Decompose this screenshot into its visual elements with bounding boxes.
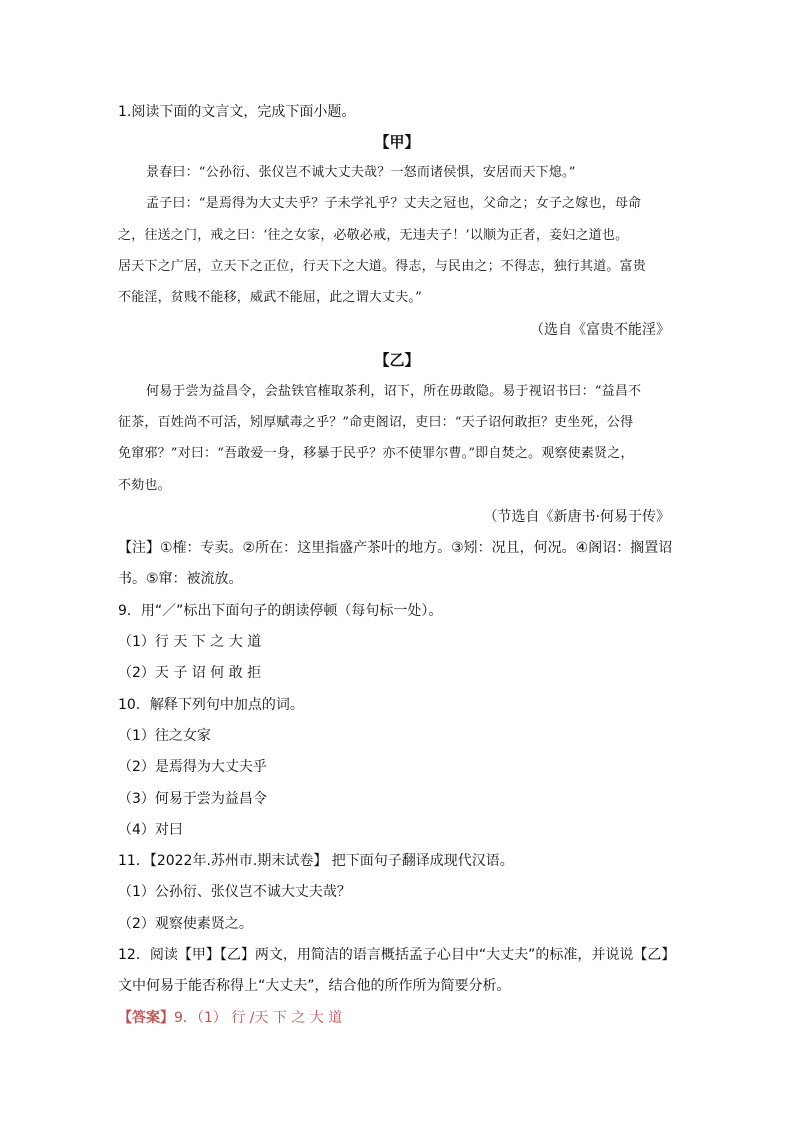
q10-item: （3）何易于尝为益昌令 xyxy=(118,791,267,807)
notes-line: 书。⑤窜：被流放。 xyxy=(118,571,243,587)
q10-item: （2）是焉得为大丈夫乎 xyxy=(118,759,267,775)
q10-item: （4）对曰 xyxy=(118,822,183,838)
passage-a-line: 孟子曰：“是焉得为大丈夫乎？子未学礼乎？丈夫之冠也，父命之；女子之嫁也，母命 xyxy=(146,196,642,211)
passage-b-line: 征茶，百姓尚不可活，矧厚赋毒之乎？”命吏阁诏，吏曰：“天子诏何敢拒？吏坐死，公得 xyxy=(118,415,634,430)
q10-title: 10．解释下列句中加点的词。 xyxy=(118,697,304,713)
q9-title: 9．用“／”标出下面句子的朗读停顿（每句标一处）。 xyxy=(118,603,443,619)
passage-b-header: 【乙】 xyxy=(374,351,420,369)
q9-item: （2）天 子 诏 何 敢 拒 xyxy=(118,665,262,681)
passage-a-header: 【甲】 xyxy=(374,133,420,151)
answer-text: 9．（1） 行 /天 下 之 大 道 xyxy=(174,1010,343,1026)
q11-item: （2）观察使素贤之。 xyxy=(118,916,253,932)
passage-a-line: 景春曰：“公孙衍、张仪岂不诚大丈夫哉？一怒而诸侯惧，安居而天下熄。” xyxy=(146,165,576,180)
q12-line: 12．阅读【甲】【乙】两文，用简洁的语言概括孟子心目中“大丈夫”的标准，并说说【乙】 xyxy=(118,947,676,963)
q9-item: （1）行 天 下 之 大 道 xyxy=(118,634,262,650)
q11-item: （1）公孙衍、张仪岂不诚大丈夫哉？ xyxy=(118,884,351,900)
answer-label: 【答案】 xyxy=(118,1010,174,1026)
answer-line xyxy=(118,1008,342,1028)
q10-item: （1）往之女家 xyxy=(118,728,211,744)
passage-b-line: 免窜邪？”对曰：“吾敢爱一身，移暴于民乎？亦不使罪尔曹。”即自焚之。观察使素贤之， xyxy=(118,446,634,461)
passage-b-source: （节选自《新唐书·何易于传》 xyxy=(483,509,670,525)
passage-a-line: 居天下之广居，立天下之正位，行天下之大道。得志，与民由之；不得志，独行其道。富贵 xyxy=(118,259,647,274)
question-intro: 1.阅读下面的文言文，完成下面小题。 xyxy=(118,104,356,120)
passage-b-line: 不劾也。 xyxy=(118,478,171,493)
q12-line: 文中何易于能否称得上“大丈夫”，结合他的所作所为简要分析。 xyxy=(118,978,511,994)
passage-a-source: （选自《富贵不能淫》 xyxy=(530,322,670,338)
notes-line: 【注】①榷：专卖。②所在：这里指盛产茶叶的地方。③矧：况且，何况。④阁诏：搁置诏 xyxy=(118,540,673,556)
passage-a-line: 不能淫，贫贱不能移，威武不能屈，此之谓大丈夫。” xyxy=(118,290,422,305)
q11-title: 11．【2022年.苏州市.期末试卷】 把下面句子翻译成现代汉语。 xyxy=(118,853,514,869)
passage-b-line: 何易于尝为益昌令，会盐铁官榷取茶利，诏下，所在毋敢隐。易于视诏书曰：“益昌不 xyxy=(146,384,642,399)
passage-a-line: 之，往送之门，戒之曰：‘往之女家，必敬必戒，无违夫子！’以顺为正者，妾妇之道也。 xyxy=(118,228,629,243)
